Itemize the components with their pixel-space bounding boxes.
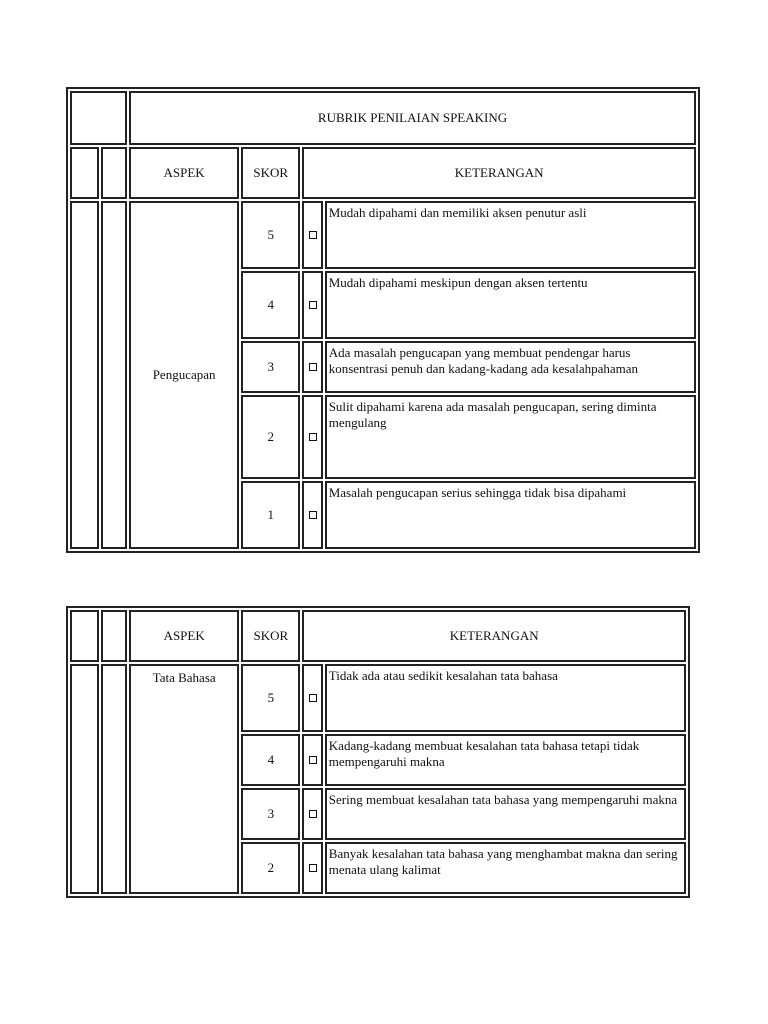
checkbox-bullet-icon — [302, 271, 322, 339]
keterangan-text: Masalah pengucapan serius sehingga tidak bisa dipahami — [325, 481, 696, 549]
header-keterangan: KETERANGAN — [302, 147, 696, 199]
rubric-table-tata-bahasa — [66, 606, 690, 898]
header-skor: SKOR — [241, 147, 300, 199]
keterangan-text: Sulit dipahami karena ada masalah pengucapan, sering diminta mengulang — [325, 395, 696, 479]
table-row — [70, 664, 686, 732]
skor-value: 2 — [241, 395, 300, 479]
aspek-label: Pengucapan — [129, 201, 239, 549]
keterangan-text: Tidak ada atau sedikit kesalahan tata bahasa — [325, 664, 686, 732]
header-keterangan: KETERANGAN — [302, 610, 686, 662]
checkbox-bullet-icon — [302, 734, 322, 786]
empty-corner-cell — [70, 91, 127, 145]
checkbox-bullet-icon — [302, 664, 322, 732]
keterangan-text: Ada masalah pengucapan yang membuat pendengar harus konsentrasi penuh dan kadang-kadang ada kesalahpahaman — [325, 341, 696, 393]
aspek-label: Tata Bahasa — [129, 664, 239, 894]
rubric-table-pengucapan — [66, 87, 700, 553]
keterangan-text: Kadang-kadang membuat kesalahan tata bahasa tetapi tidak mempengaruhi makna — [325, 734, 686, 786]
skor-value: 5 — [241, 201, 300, 269]
empty-cell — [101, 664, 128, 894]
keterangan-text: Sering membuat kesalahan tata bahasa yang mempengaruhi makna — [325, 788, 686, 840]
keterangan-text: Mudah dipahami dan memiliki aksen penutur asli — [325, 201, 696, 269]
skor-value: 4 — [241, 271, 300, 339]
checkbox-bullet-icon — [302, 341, 322, 393]
header-aspek: ASPEK — [129, 147, 239, 199]
skor-value: 5 — [241, 664, 300, 732]
empty-cell — [70, 610, 99, 662]
empty-cell — [101, 610, 128, 662]
checkbox-bullet-icon — [302, 395, 322, 479]
skor-value: 3 — [241, 341, 300, 393]
skor-value: 1 — [241, 481, 300, 549]
skor-value: 2 — [241, 842, 300, 894]
skor-value: 3 — [241, 788, 300, 840]
table-title: RUBRIK PENILAIAN SPEAKING — [129, 91, 696, 145]
empty-cell — [101, 201, 128, 549]
empty-cell — [70, 201, 99, 549]
empty-cell — [70, 147, 99, 199]
checkbox-bullet-icon — [302, 201, 322, 269]
keterangan-text: Mudah dipahami meskipun dengan aksen tertentu — [325, 271, 696, 339]
skor-value: 4 — [241, 734, 300, 786]
empty-cell — [101, 147, 128, 199]
keterangan-text: Banyak kesalahan tata bahasa yang menghambat makna dan sering menata ulang kalimat — [325, 842, 686, 894]
table-row — [70, 201, 696, 269]
header-aspek: ASPEK — [129, 610, 239, 662]
checkbox-bullet-icon — [302, 788, 322, 840]
header-skor: SKOR — [241, 610, 300, 662]
checkbox-bullet-icon — [302, 481, 322, 549]
empty-cell — [70, 664, 99, 894]
checkbox-bullet-icon — [302, 842, 322, 894]
